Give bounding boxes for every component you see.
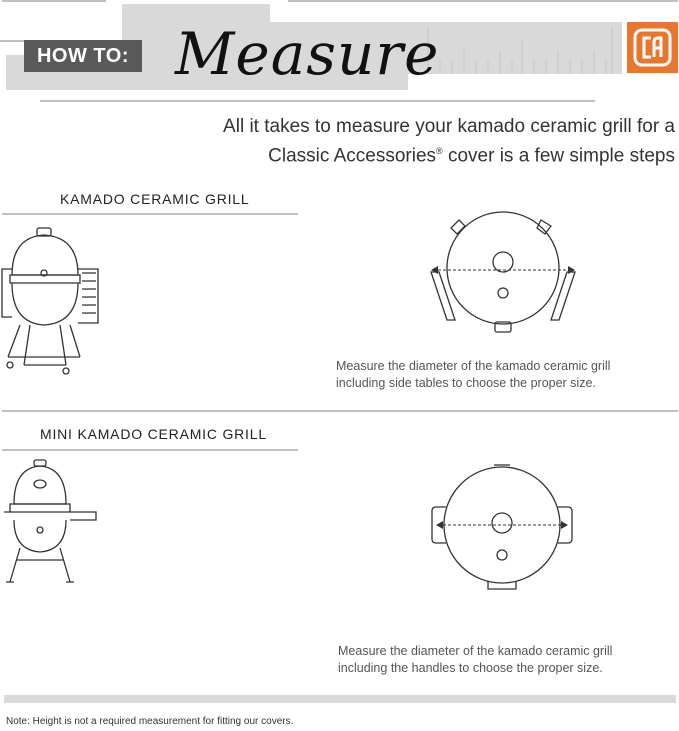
caption-kamado: Measure the diameter of the kamado ceramic grill including side tables to choose the proper size. [336, 359, 611, 390]
kamado-grill-side-illustration [0, 225, 110, 375]
intro-line-2: Classic Accessories® cover is a few simple steps [268, 145, 675, 167]
mini-kamado-grill-side-illustration [0, 460, 110, 590]
section-title-kamado: KAMADO CERAMIC GRILL [60, 191, 250, 207]
intro-text [155, 114, 675, 168]
mini-kamado-grill-top-diagram [428, 465, 578, 595]
page-title: Measure [175, 20, 440, 88]
intro-line-1: All it takes to measure your kamado ceramic grill for a [223, 116, 675, 137]
section-rule-mini-kamado [2, 449, 298, 451]
kamado-grill-top-diagram [425, 210, 585, 340]
ca-logo-icon [627, 22, 678, 73]
section-rule-kamado [2, 213, 298, 215]
section-title-mini-kamado: MINI KAMADO CERAMIC GRILL [40, 426, 267, 442]
brand-logo [627, 22, 678, 73]
footer-note: Note: Height is not a required measurement for fitting our covers. [6, 716, 294, 727]
registered-mark: ® [436, 146, 443, 156]
how-to-label: HOW TO: [36, 45, 129, 67]
section-divider [2, 410, 678, 412]
caption-mini-kamado: Measure the diameter of the kamado ceramic grill including the handles to choose the proper size. [338, 644, 613, 675]
footer-bar [4, 695, 676, 703]
